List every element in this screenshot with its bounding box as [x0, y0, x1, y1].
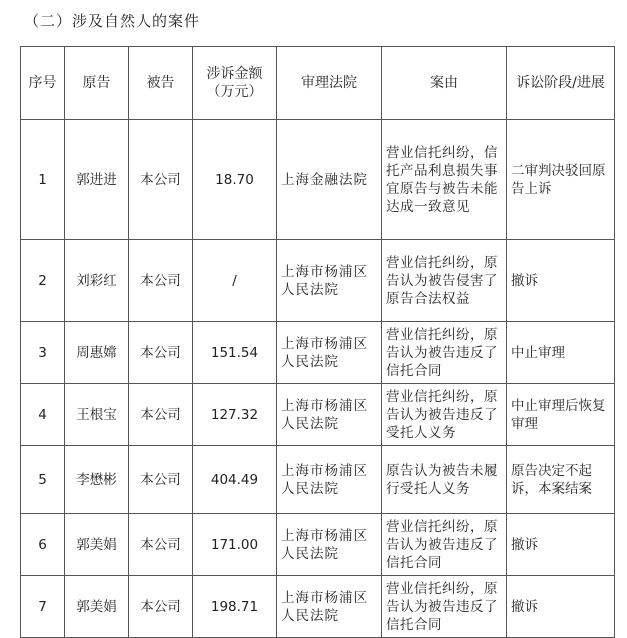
cell-idx: 4	[21, 384, 65, 446]
cell-defendant: 本公司	[129, 384, 193, 446]
header-amount: 涉诉金额（万元）	[193, 47, 277, 120]
cell-defendant: 本公司	[129, 576, 193, 638]
header-plaintiff: 原告	[65, 47, 129, 120]
table-row	[21, 514, 615, 576]
cell-amount: 127.32	[193, 384, 277, 446]
cell-amount: 18.70	[193, 120, 277, 240]
cell-court: 上海市杨浦区人民法院	[277, 322, 382, 384]
cell-plaintiff: 周惠嫦	[65, 322, 129, 384]
cell-cause: 营业信托纠纷，原告认为被告侵害了原告合法权益	[382, 240, 507, 322]
cell-stage: 撤诉	[507, 514, 615, 576]
cell-cause: 原告认为被告未履行受托人义务	[382, 446, 507, 514]
header-idx: 序号	[21, 47, 65, 120]
header-court: 审理法院	[277, 47, 382, 120]
cell-amount: 198.71	[193, 576, 277, 638]
table-row	[21, 322, 615, 384]
cell-plaintiff: 李懋彬	[65, 446, 129, 514]
cell-amount: /	[193, 240, 277, 322]
cell-plaintiff: 郭美娟	[65, 576, 129, 638]
cell-court: 上海市杨浦区人民法院	[277, 576, 382, 638]
cell-cause: 营业信托纠纷，原告认为被告违反了信托合同	[382, 514, 507, 576]
cell-idx: 1	[21, 120, 65, 240]
cell-court: 上海金融法院	[277, 120, 382, 240]
table-row	[21, 120, 615, 240]
cell-court: 上海市杨浦区人民法院	[277, 240, 382, 322]
cell-cause: 营业信托纠纷，原告认为被告违反了信托合同	[382, 576, 507, 638]
header-row	[21, 47, 615, 120]
cell-court: 上海市杨浦区人民法院	[277, 384, 382, 446]
header-stage: 诉讼阶段/进展	[507, 47, 615, 120]
cell-plaintiff: 郭进进	[65, 120, 129, 240]
cell-stage: 中止审理后恢复审理	[507, 384, 615, 446]
cell-idx: 5	[21, 446, 65, 514]
cell-court: 上海市杨浦区人民法院	[277, 514, 382, 576]
cell-idx: 7	[21, 576, 65, 638]
table-row	[21, 576, 615, 638]
cell-plaintiff: 刘彩红	[65, 240, 129, 322]
cell-amount: 151.54	[193, 322, 277, 384]
cell-idx: 3	[21, 322, 65, 384]
cell-amount: 404.49	[193, 446, 277, 514]
cell-stage: 原告决定不起诉，本案结案	[507, 446, 615, 514]
cell-defendant: 本公司	[129, 240, 193, 322]
cell-stage: 撤诉	[507, 240, 615, 322]
cell-defendant: 本公司	[129, 514, 193, 576]
table-row	[21, 446, 615, 514]
header-cause: 案由	[382, 47, 507, 120]
table-row	[21, 384, 615, 446]
cell-stage: 撤诉	[507, 576, 615, 638]
cell-amount: 171.00	[193, 514, 277, 576]
table-row	[21, 240, 615, 322]
section-title: （二）涉及自然人的案件	[24, 12, 201, 30]
cell-court: 上海市杨浦区人民法院	[277, 446, 382, 514]
cell-stage: 二审判决驳回原告上诉	[507, 120, 615, 240]
header-defendant: 被告	[129, 47, 193, 120]
cell-defendant: 本公司	[129, 446, 193, 514]
cell-stage: 中止审理	[507, 322, 615, 384]
cell-defendant: 本公司	[129, 120, 193, 240]
cell-cause: 营业信托纠纷，信托产品利息损失事宜原告与被告未能达成一致意见	[382, 120, 507, 240]
cell-plaintiff: 王根宝	[65, 384, 129, 446]
cases-table	[20, 46, 615, 638]
cell-defendant: 本公司	[129, 322, 193, 384]
cell-cause: 营业信托纠纷，原告认为被告违反了受托人义务	[382, 384, 507, 446]
cell-cause: 营业信托纠纷，原告认为被告违反了信托合同	[382, 322, 507, 384]
cell-idx: 2	[21, 240, 65, 322]
cell-idx: 6	[21, 514, 65, 576]
cell-plaintiff: 郭美娟	[65, 514, 129, 576]
